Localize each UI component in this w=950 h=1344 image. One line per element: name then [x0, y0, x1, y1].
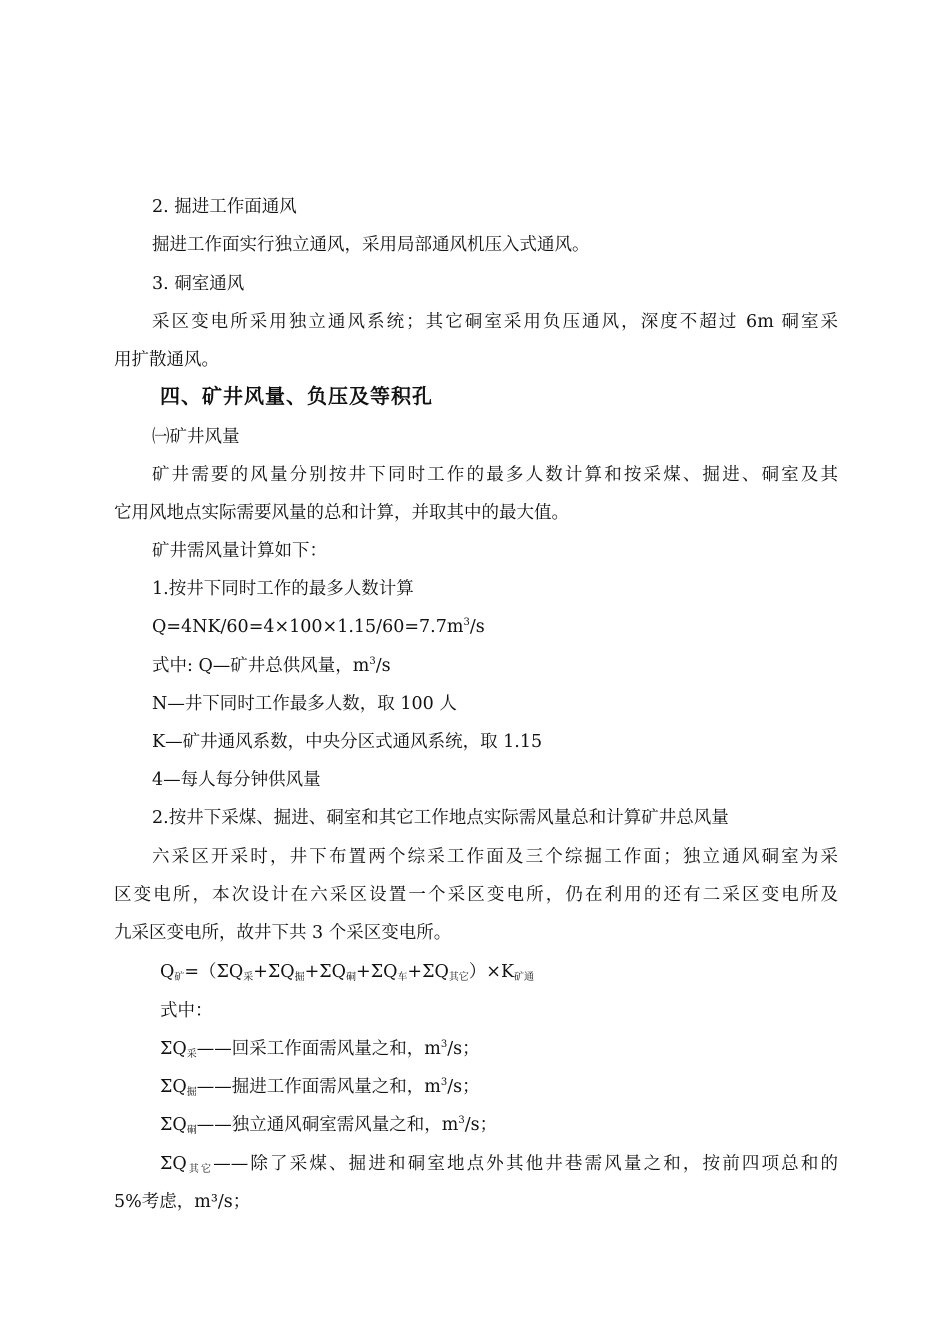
paragraph-line: 矿井需要的风量分别按井下同时工作的最多人数计算和按采煤、掘进、硐室及其: [152, 465, 838, 485]
section-heading-chamber-ventilation: 3. 硐室通风: [152, 274, 245, 294]
subscript: 掘: [186, 1087, 197, 1098]
formula-symbol: +ΣQ: [407, 962, 449, 982]
formula-symbol: +ΣQ: [304, 962, 347, 982]
definition-text: ——回采工作面需风量之和，m: [196, 1039, 441, 1059]
paragraph: 矿井需风量计算如下：: [152, 541, 327, 561]
subsection-heading: ㈠矿井风量: [152, 427, 240, 447]
definition-text: /s: [375, 656, 391, 676]
formula-symbol: ΣQ: [160, 1115, 187, 1135]
formula-symbol: ΣQ: [160, 1039, 187, 1059]
superscript: 3: [440, 1077, 448, 1089]
paragraph-line: 九采区变电所，故井下共 3 个采区变电所。: [114, 923, 452, 943]
superscript: 3: [463, 617, 470, 629]
definition-text: /s；: [464, 1115, 498, 1135]
definition-line: 5%考虑，m³/s；: [114, 1192, 251, 1212]
definition-line: N—井下同时工作最多人数，取 100 人: [152, 694, 457, 714]
definition-line: [160, 1115, 497, 1138]
definition-text: /s；: [447, 1077, 480, 1097]
definition-text: ——独立通风硐室需风量之和，m: [196, 1115, 459, 1135]
paragraph-line: 它用风地点实际需要风量的总和计算，并取其中的最大值。: [114, 503, 569, 523]
paragraph-line: 区变电所，本次设计在六采区设置一个采区变电所，仍在利用的还有二采区变电所及: [114, 885, 838, 905]
subscript: 采: [186, 1049, 197, 1060]
definition-line: [160, 1077, 480, 1100]
main-formula: [160, 962, 534, 985]
formula-symbol: ΣQ: [160, 1077, 187, 1097]
superscript: 3: [440, 1039, 448, 1051]
paragraph-line: 采区变电所采用独立通风系统；其它硐室采用负压通风，深度不超过 6m 硐室采: [152, 312, 838, 332]
definition-text: ——掘进工作面需风量之和，m: [196, 1077, 441, 1097]
subscript: 硐: [346, 972, 357, 983]
subscript: 车: [397, 972, 408, 983]
formula-symbol: +ΣQ: [356, 962, 398, 982]
paragraph: 1.按井下同时工作的最多人数计算: [152, 579, 414, 599]
subscript: 其它: [186, 1164, 214, 1175]
subscript: 矿通: [514, 972, 535, 983]
formula-symbol: Q: [160, 962, 175, 982]
subscript: 矿: [174, 972, 185, 983]
superscript: 3: [458, 1115, 465, 1127]
definition-line: 4—每人每分钟供风量: [152, 770, 321, 790]
subscript: 其它: [448, 972, 469, 983]
paragraph-line: 用扩散通风。: [114, 350, 219, 370]
definition-line: K—矿井通风系数，中央分区式通风系统，取 1.15: [152, 732, 543, 752]
formula-symbol: +ΣQ: [253, 962, 295, 982]
chapter-heading: 四、矿井风量、负压及等积孔: [160, 384, 433, 408]
formula-symbol: ΣQ: [160, 1154, 187, 1174]
superscript: 3: [369, 656, 376, 668]
subscript: 掘: [294, 972, 305, 983]
subscript: 硐: [186, 1125, 197, 1136]
definition-line: [160, 1039, 480, 1062]
formula-text: /s: [469, 617, 485, 637]
paragraph: 2.按井下采煤、掘进、硐室和其它工作地点实际需风量总和计算矿井总风量: [152, 808, 729, 828]
subscript: 采: [243, 972, 254, 983]
definition-line: [160, 1154, 838, 1177]
formula-symbol: =（ΣQ: [184, 962, 244, 982]
formula-text: Q=4NK/60=4×100×1.15/60=7.7m: [152, 617, 464, 637]
paragraph-line: 六采区开采时，井下布置两个综采工作面及三个综掘工作面；独立通风硐室为采: [152, 847, 838, 867]
definition-text: ——除了采煤、掘进和硐室地点外其他井巷需风量之和，按前四项总和的: [213, 1154, 839, 1174]
formula-line: [152, 617, 485, 637]
formula-symbol: ）×K: [468, 962, 515, 982]
section-heading-heading-ventilation: 2. 掘进工作面通风: [152, 197, 297, 217]
paragraph: 式中：: [160, 1001, 213, 1021]
definition-line: [152, 656, 391, 676]
paragraph: 掘进工作面实行独立通风，采用局部通风机压入式通风。: [152, 235, 590, 255]
definition-text: /s；: [447, 1039, 480, 1059]
definition-text: 式中: Q—矿井总供风量，m: [152, 656, 370, 676]
